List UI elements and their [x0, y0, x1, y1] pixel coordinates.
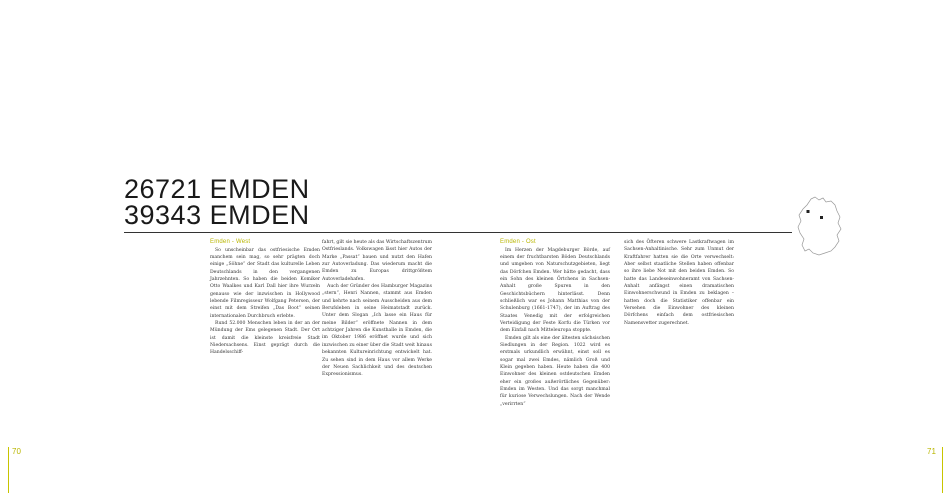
title-rule [124, 232, 792, 233]
page-edge-line-left [8, 447, 9, 493]
paragraph: sich des Öfteren schwere Lastkraftwagen im Sachsen-Anhaltinische. Sehr zum Unmut der Kraftfahrer hatten sie die Orte verwechselt: Aber selbst staatliche Stellen haben offenbar so ihre liebe Not mit den beiden Emden. So hatte das Landeseinwohneramt von Sachsen-Anhalt anfängst einen dramatischen Einwohnerschwund in Emden zu beklagen – hatten doch die Statistiker offenbar ein Versehen die Einwohner des kleinen Dörfchens einfach dem ostfriesischen Namensvetter zugerechnet. [624, 240, 734, 326]
page-number-right: 71 [927, 447, 936, 456]
paragraph: Im Herzen der Magdeburger Börde, auf einem der fruchtbarsten Böden Deutschlands und umgeben von Naturschutzgebieten, liegt das Dörfchen Emden. Wer hätte gedacht, dass ein Sohn des kleinen Örtchens in Sachsen-Anhalt große Spuren in den Geschichtsbüchern hinterlässt. Denn schließlich war es Johann Matthias von der Schulenburg (1661-1747), der im Auftrag des Staates Venedig mit der erfolgreichen Verteidigung der Feste Korfu die Türken vor dem Einfall nach Mitteleuropa stoppte. [500, 247, 610, 334]
germany-map-icon [793, 195, 845, 257]
page-number-left: 70 [12, 447, 21, 456]
heading-emden-west: Emden - West [210, 239, 251, 245]
paragraph: fahrt, gilt sie heute als das Wirtschaftszentrum Ostfrieslands. Volkswagen lässt hier Autos der Marke „Passat“ bauen und nutzt den Hafen zur Autoverladung. Das wiederum macht die Emden zu Europas drittgrößtem Autoverladehafen. [322, 240, 432, 282]
page-edge-line-right [942, 447, 943, 493]
paragraph: So unscheinbar das ostfriesische Emden manchem sein mag, so sehr prägten doch einige „Söhne“ der Stadt das kulturelle Leben Deutschlands in den vergangenen Jahrzehnten. So haben die beiden Komiker Otto Waalkes und Karl Dall hier ihre Wurzeln genauso wie der inzwischen in Hollywood lebende Filmregisseur Wolfgang Petersen, der einst mit dem Streifen „Das Boot“ seinen internationalen Durchbruch erlebte. [210, 247, 320, 319]
paragraph: Rund 52.000 Menschen leben in der an der Mündung der Ems gelegenen Stadt. Der Ort ist damit die kleinste kreisfreie Stadt Niedersachsens. Einst geprägt durch die Handelsschiff- [210, 320, 320, 356]
heading-emden-ost: Emden - Ost [500, 239, 536, 245]
column-emden-west [210, 239, 320, 357]
page-title-line-1: 26721 EMDEN [124, 174, 310, 204]
page-title-line-2: 39343 EMDEN [124, 200, 310, 230]
column-emden-ost [500, 239, 610, 408]
paragraph: Auch der Gründer des Hamburger Magazins „stern“, Henri Nannen, stammt aus Emden und kehrte nach seinem Ausscheiden aus dem Berufsleben in seine Heimatstadt zurück. Unter dem Slogan „Ich lasse ein Haus für meine Bilder“ eröffnete Nannen in dem achtziger Jahren die Kunsthalle in Emden, die im Oktober 1986 eröffnet wurde und sich inzwischen zu einer über die Stadt weit hinaus bekannten Kultureinrichtung entwickelt hat. Zu sehen sind in dem Haus vor allem Werke der Neuen Sachlichkeit und des deutschen Expressionismus. [322, 284, 432, 378]
column-emden-west-continued [322, 239, 432, 379]
column-emden-ost-continued [624, 239, 734, 327]
paragraph: Emden gilt als eine der ältesten sächsischen Siedlungen in der Region. 1022 wird es erstmals urkundlich erwähnt, einst soll es sogar mal zwei Emdes, nämlich Groß und Klein gegeben haben. Heute haben die 400 Einwohner des kleinen ostdeutschen Emden eher ein großes außerörtliches Gegenüber: Emden im Westen. Und das sorgt manchmal für kuriose Verwechslungen. Nach der Wende „verirrten“ [500, 335, 610, 407]
